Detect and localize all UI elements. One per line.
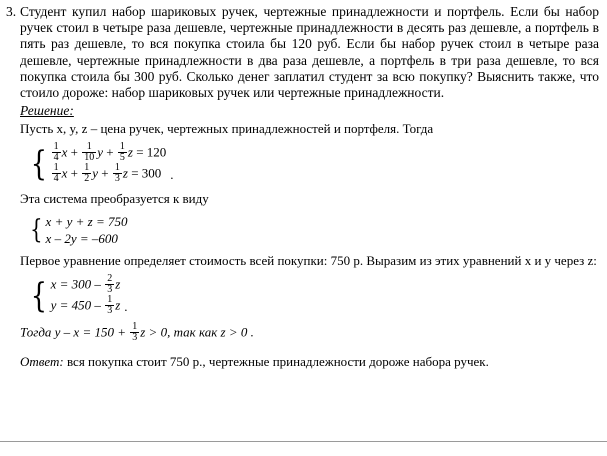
system-3-period: . <box>124 299 128 315</box>
problem-number: 3. <box>6 4 17 19</box>
system-3-line-1 <box>51 275 121 296</box>
var-z: z <box>122 165 128 181</box>
var-y: y <box>97 144 104 160</box>
transform-text: Эта система преобразуется к виду <box>20 191 209 207</box>
var-x: x <box>61 165 68 181</box>
fraction-one-half: $\frac{1}{2}$ <box>84 162 90 185</box>
equals-120: = 120 <box>136 144 167 160</box>
answer-label: Ответ: <box>20 354 64 370</box>
footer-divider <box>0 433 607 442</box>
x-expression: x = 300 – <box>50 276 101 292</box>
conclusion-suffix: z > 0, так как z > 0 . <box>140 324 254 340</box>
var-x: x <box>61 144 68 160</box>
fraction-one-tenth: $\frac{1}{10}$ <box>84 141 95 164</box>
conclusion-prefix: Тогда y – x = 150 + <box>20 324 126 340</box>
horizontal-rule <box>0 441 607 442</box>
explain-text: Первое уравнение определяет стоимость всей покупки: 750 р. Выразим из этих уравнений x и y через z: <box>20 253 597 269</box>
system-2 <box>28 213 599 247</box>
fraction-one-third: $\frac{1}{3}$ <box>132 321 138 344</box>
plus-sign: + <box>70 165 79 181</box>
fraction-one-third: $\frac{1}{3}$ <box>107 294 113 317</box>
fraction-two-thirds: $\frac{2}{3}$ <box>107 273 113 296</box>
fraction-one-quarter: $\frac{1}{4}$ <box>53 141 59 164</box>
left-brace-icon: { <box>30 144 47 185</box>
fraction-one-quarter: $\frac{1}{4}$ <box>53 162 59 185</box>
var-z: z <box>115 276 121 292</box>
fraction-one-fifth: $\frac{1}{5}$ <box>119 141 125 164</box>
solution-label: Решение: <box>20 103 74 119</box>
y-expression: y = 450 – <box>50 297 101 313</box>
conclusion-line <box>20 323 599 344</box>
answer-text: вся покупка стоит 750 р., чертежные принадлежности дороже набора ручек. <box>63 354 489 370</box>
system-3 <box>28 275 599 317</box>
var-y: y <box>92 165 99 181</box>
fraction-one-third: $\frac{1}{3}$ <box>114 162 120 185</box>
system-2-line-2: x – 2y = –600 <box>45 231 118 247</box>
system-1-line-1 <box>51 143 167 164</box>
problem-statement: Студент купил набор шариковых ручек, чертежные принадлежности и портфель. Если бы набор ручек стоил в четыре раза дешевле, чертежные принадлежности в десять раз дешевле, а портфель в пять раз дешевле, то вся покупка стоила бы 120 руб. Если бы набор ручек стоил в четыре раза дешевле, чертежные принадлежности в два раза дешевле, а портфель в три раза дешевле, то вся покупка стоила бы 300 руб. Сколько денег заплатил студент за всю покупку? Выяснить также, что стоило дороже: набор шариковых ручек или чертежные принадлежности. <box>20 4 599 101</box>
left-brace-icon: { <box>30 276 47 317</box>
system-3-line-2 <box>51 296 121 317</box>
system-1 <box>28 143 599 185</box>
solution-block <box>0 103 607 370</box>
plus-sign: + <box>101 165 109 181</box>
left-brace-icon: { <box>30 215 43 246</box>
system-1-period: . <box>170 167 174 183</box>
system-1-line-2 <box>51 164 167 185</box>
solution-intro: Пусть x, y, z – цена ручек, чертежных принадлежностей и портфеля. Тогда <box>20 121 434 137</box>
system-2-line-1: x + y + z = 750 <box>45 214 128 230</box>
problem-block <box>0 0 607 101</box>
var-z: z <box>115 297 121 313</box>
equals-300: = 300 <box>131 165 162 181</box>
var-z: z <box>127 144 133 160</box>
plus-sign: + <box>106 144 114 160</box>
answer-line <box>20 354 599 370</box>
plus-sign: + <box>70 144 79 160</box>
